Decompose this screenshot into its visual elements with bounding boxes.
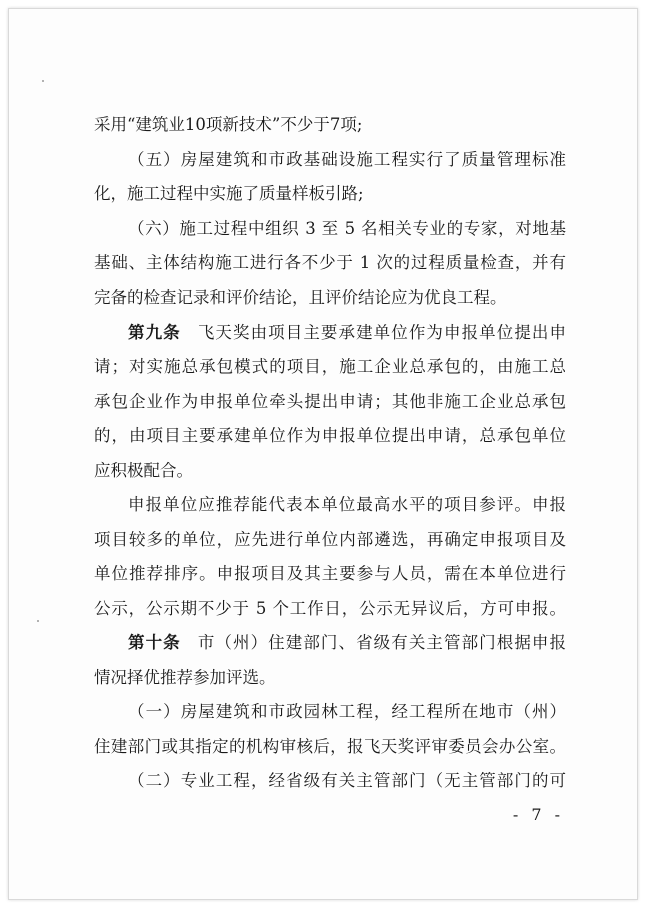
line-text: 的，由项目主要承建单位作为申报单位提出申请，总承包单位 — [94, 426, 566, 445]
text-line — [94, 564, 566, 584]
line-text: 化，施工过程中实施了质量样板引路; — [94, 184, 364, 203]
line-text: 请；对实施总承包模式的项目，施工企业总承包的，由施工总 — [94, 357, 566, 376]
text-line — [94, 426, 566, 446]
line-text: 申报单位应推荐能代表本单位最高水平的项目参评。申报 — [128, 495, 566, 514]
text-line — [94, 288, 566, 308]
text-line — [128, 771, 566, 791]
line-text: 采用“建筑业10项新技术”不少于7项; — [94, 115, 363, 134]
text-line — [128, 219, 566, 239]
line-text: 应积极配合。 — [94, 461, 193, 480]
line-text: （五）房屋建筑和市政基础设施工程实行了质量管理标准 — [128, 150, 566, 169]
text-line — [94, 530, 566, 550]
text-line — [94, 461, 566, 481]
line-text: 完备的检查记录和评价结论，且评价结论应为优良工程。 — [94, 288, 507, 307]
text-line — [94, 184, 566, 204]
line-text: 飞天奖由项目主要承建单位作为申报单位提出申 — [196, 323, 566, 342]
text-line — [94, 668, 566, 688]
line-text: 单位推荐排序。申报项目及其主要参与人员，需在本单位进行 — [94, 564, 566, 583]
line-text: 基础、主体结构施工进行各不少于 1 次的过程质量检查，并有 — [94, 253, 566, 272]
text-line — [94, 115, 566, 135]
article-line — [128, 323, 566, 343]
line-text: （一）房屋建筑和市政园林工程，经工程所在地市（州） — [128, 702, 566, 721]
text-line — [94, 599, 566, 619]
line-text: 市（州）住建部门、省级有关主管部门根据申报 — [196, 633, 566, 652]
text-line — [128, 495, 566, 515]
line-text: 住建部门或其指定的机构审核后，报飞天奖评审委员会办公室。 — [94, 737, 566, 756]
text-line — [94, 253, 566, 273]
line-text: （六）施工过程中组织 3 至 5 名相关专业的专家，对地基 — [128, 219, 566, 238]
text-line — [94, 737, 566, 757]
article-line — [128, 633, 566, 653]
line-text: （二）专业工程，经省级有关主管部门（无主管部门的可 — [128, 771, 566, 790]
text-line — [94, 357, 566, 377]
line-text: 公示，公示期不少于 5 个工作日，公示无异议后，方可申报。 — [94, 599, 566, 618]
scan-speck — [37, 620, 39, 622]
line-text: 承包企业作为申报单位牵头提出申请；其他非施工企业总承包 — [94, 392, 566, 411]
article-heading: 第十条 — [128, 633, 181, 652]
text-line — [128, 702, 566, 722]
article-heading: 第九条 — [128, 323, 181, 342]
page-number: - 7 - — [512, 805, 564, 824]
line-text: 情况择优推荐参加评选。 — [94, 668, 276, 687]
scan-speck — [42, 80, 44, 82]
text-line — [94, 392, 566, 412]
line-text: 项目较多的单位，应先进行单位内部遴选，再确定申报项目及 — [94, 530, 566, 549]
text-line — [128, 150, 566, 170]
